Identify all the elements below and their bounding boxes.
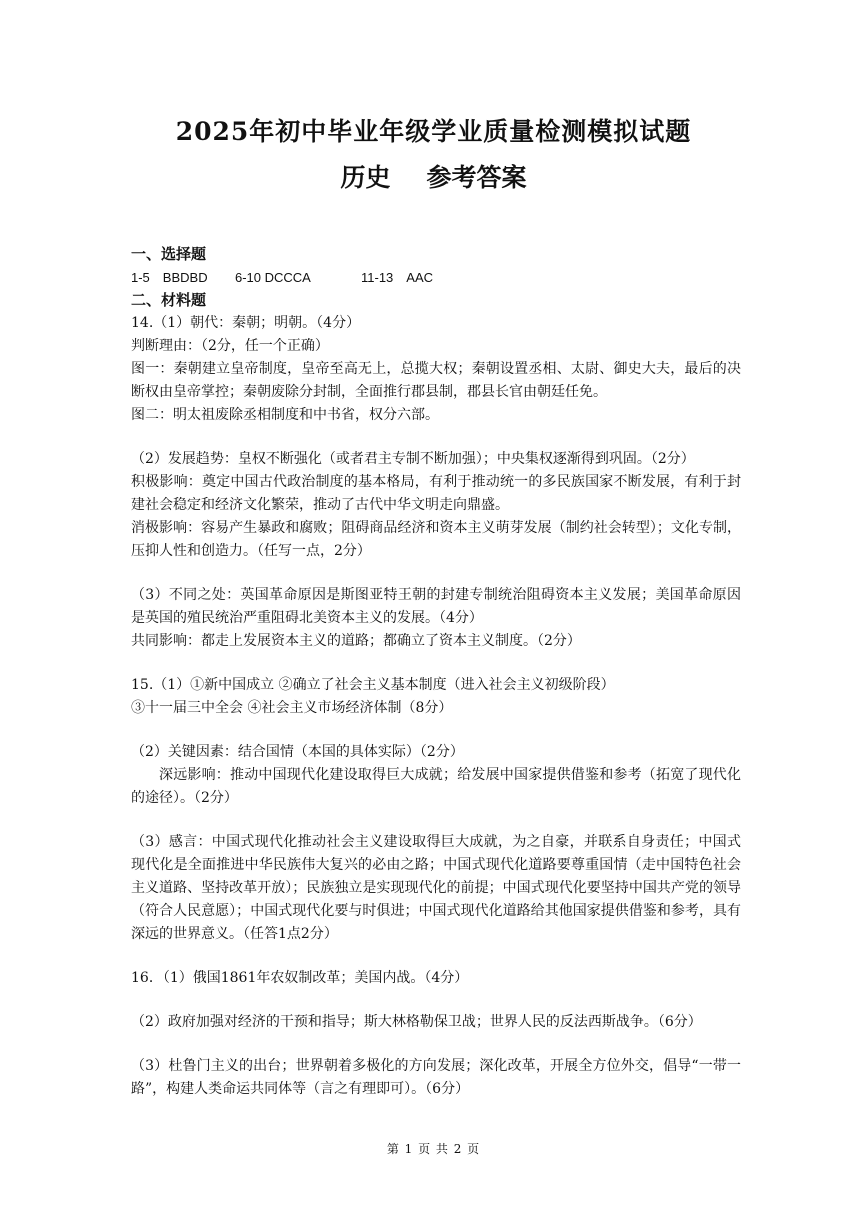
q14-part3-common: 共同影响：都走上发展资本主义的道路；都确立了资本主义制度。（2分） bbox=[131, 633, 581, 649]
q16-part3: （3）杜鲁门主义的出台；世界朝着多极化的方向发展；深化改革，开展全方位外交，倡导“一带一路”，构建人类命运共同体等（言之有理即可）。（6分） bbox=[131, 1058, 741, 1097]
q14-part2-trend: （2）发展趋势：皇权不断强化（或者君主专制不断加强）；中央集权逐渐得到巩固。（2分） bbox=[131, 451, 695, 467]
q15-part1-line2: ③十一届三中全会 ④社会主义市场经济体制（8分） bbox=[131, 700, 453, 716]
q14-part2-negative: 消极影响：容易产生暴政和腐败；阻碍商品经济和资本主义萌芽发展（制约社会转型）；文化专制，压抑人性和创造力。（任写一点，2分） bbox=[131, 520, 741, 559]
choice-answer-11-13: 11-13 AAC bbox=[361, 270, 434, 285]
section2-heading: 二、材料题 bbox=[131, 291, 207, 309]
subject-label: 历史 bbox=[340, 163, 391, 192]
answer-content bbox=[131, 243, 741, 1101]
q15-part2-impact: 深远影响：推动中国现代化建设取得巨大成就；给发展中国家提供借鉴和参考（拓宽了现代化的途径）。（2分） bbox=[131, 767, 741, 806]
q16-part1: 16．（1）俄国1861年农奴制改革；美国内战。（4分） bbox=[131, 970, 469, 986]
choice-answer-6-10: 6-10 DCCCA bbox=[235, 270, 311, 285]
choice-answers bbox=[131, 266, 741, 289]
exam-subtitle bbox=[0, 158, 867, 194]
q15-part3: （3）感言：中国式现代化推动社会主义建设取得巨大成就，为之自豪，并联系自身责任；中国式现代化是全面推进中华民族伟大复兴的必由之路；中国式现代化道路要尊重国情（走中国特色社会主义道路、坚持改革开放）；民族独立是实现现代化的前提；中国式现代化要坚持中国共产党的领导（符合人民意愿）；中国式现代化要与时俱进；中国式现代化道路给其他国家提供借鉴和参考，具有深远的世界意义。（任答1点2分） bbox=[131, 834, 741, 942]
exam-title: 2025年初中毕业年级学业质量检测模拟试题 bbox=[175, 117, 692, 146]
q14-part3-difference: （3）不同之处：英国革命原因是斯图亚特王朝的封建专制统治阻碍资本主义发展；美国革命原因是英国的殖民统治严重阻碍北美资本主义的发展。（4分） bbox=[131, 587, 741, 626]
q14-part1: 14.（1）朝代：秦朝；明朝。（4分） bbox=[131, 315, 361, 331]
q15-part2-key: （2）关键因素：结合国情（本国的具体实际）（2分） bbox=[131, 744, 464, 760]
q15-part1-line1: 15.（1）①新中国成立 ②确立了社会主义基本制度（进入社会主义初级阶段） bbox=[131, 677, 615, 693]
q16-part2: （2）政府加强对经济的干预和指导；斯大林格勒保卫战；世界人民的反法西斯战争。（6分） bbox=[131, 1014, 702, 1030]
section1-heading: 一、选择题 bbox=[131, 245, 207, 263]
q14-figure1: 图一：秦朝建立皇帝制度，皇帝至高无上，总揽大权；秦朝设置丞相、太尉、御史大夫，最后的决断权由皇帝掌控；秦朝废除分封制，全面推行郡县制，郡县长官由朝廷任免。 bbox=[131, 361, 741, 400]
q14-reason: 判断理由：（2分，任一个正确） bbox=[131, 338, 329, 354]
page-number: 第 1 页 共 2 页 bbox=[386, 1142, 481, 1156]
choice-answer-1-5: 1-5 BBDBD bbox=[131, 270, 208, 285]
q14-part2-positive: 积极影响：奠定中国古代政治制度的基本格局，有利于推动统一的多民族国家不断发展，有利于封建社会稳定和经济文化繁荣，推动了古代中华文明走向鼎盛。 bbox=[131, 474, 741, 513]
q14-figure2: 图二：明太祖废除丞相制度和中书省，权分六部。 bbox=[131, 407, 439, 423]
answer-key-label: 参考答案 bbox=[426, 163, 527, 192]
